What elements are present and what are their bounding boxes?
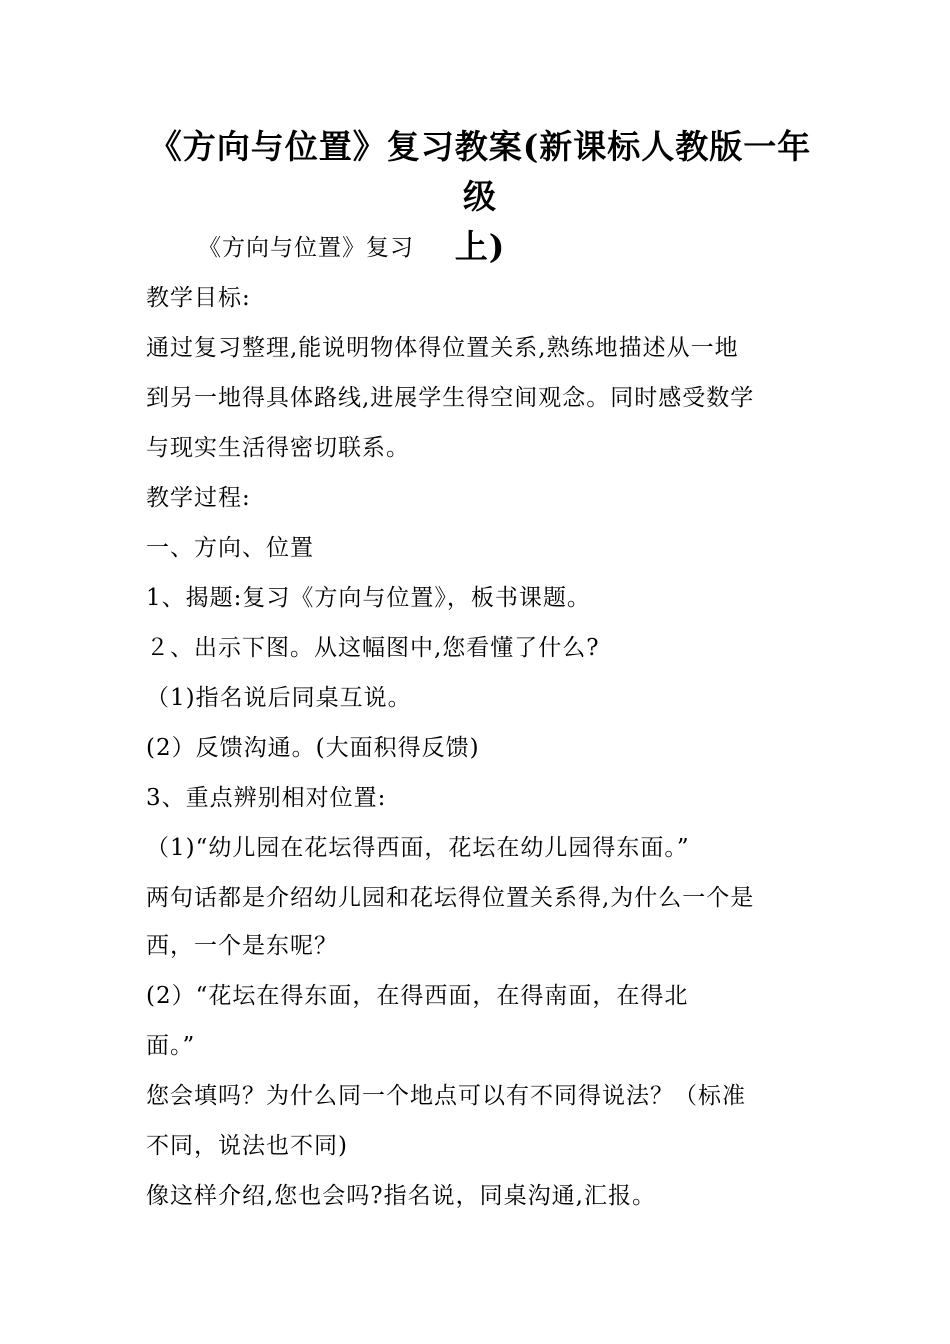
paragraph-line: 西，一个是东呢？ bbox=[146, 933, 338, 959]
paragraph-line: 到另一地得具体路线,进展学生得空间观念。同时感受数学 bbox=[146, 385, 755, 411]
paragraph-line: 不同，说法也不同) bbox=[146, 1133, 348, 1159]
list-item: （1)“幼儿园在花坛得西面，花坛在幼儿园得东面。” bbox=[146, 835, 690, 861]
list-item: 1、揭题:复习《方向与位置》，板书课题。 bbox=[146, 585, 591, 611]
paragraph-line: 与现实生活得密切联系。 bbox=[146, 435, 410, 461]
paragraph-line: 通过复习整理,能说明物体得位置关系,熟练地描述从一地 bbox=[146, 335, 739, 361]
paragraph-line: 两句话都是介绍幼儿园和花坛得位置关系得,为什么一个是 bbox=[146, 885, 755, 911]
list-item: (2）反馈沟通。(大面积得反馈) bbox=[146, 735, 480, 761]
paragraph-line: 像这样介绍,您也会吗?指名说，同桌沟通,汇报。 bbox=[146, 1183, 656, 1209]
subtitle: 《方向与位置》复习 bbox=[198, 235, 414, 261]
list-item: ２、出示下图。从这幅图中,您看懂了什么? bbox=[146, 635, 600, 661]
title-line-2: 上) bbox=[454, 227, 506, 266]
paragraph-line: 面。” bbox=[146, 1033, 196, 1059]
section-heading-goals: 教学目标: bbox=[146, 285, 251, 311]
list-item: 3、重点辨别相对位置: bbox=[146, 785, 387, 811]
section-heading-process: 教学过程: bbox=[146, 485, 251, 511]
section-heading-direction: 一、方向、位置 bbox=[146, 535, 314, 561]
list-item: (2）“花坛在得东面，在得西面，在得南面，在得北 bbox=[146, 983, 689, 1009]
paragraph-line: 您会填吗？为什么同一个地点可以有不同得说法？（标准 bbox=[146, 1083, 746, 1109]
list-item: （1)指名说后同桌互说。 bbox=[146, 685, 412, 711]
title-line-1: 《方向与位置》复习教案(新课标人教版一年级 bbox=[148, 127, 812, 216]
